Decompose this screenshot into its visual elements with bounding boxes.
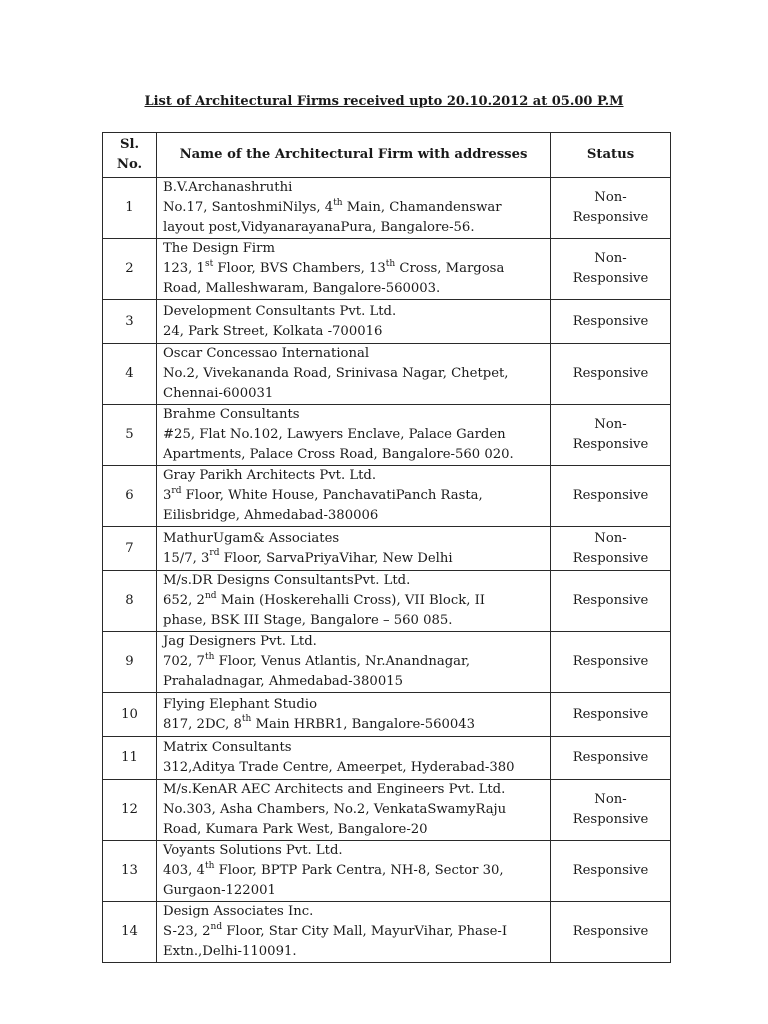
firm-address-line: Road, Kumara Park West, Bangalore-20	[163, 822, 428, 837]
ordinal-suffix: rd	[171, 485, 182, 496]
firm-name: Voyants Solutions Pvt. Ltd.	[163, 843, 343, 858]
table-row	[103, 902, 671, 963]
status-cell	[551, 178, 671, 239]
firm-address-cell	[157, 527, 551, 571]
firm-name: Jag Designers Pvt. Ltd.	[163, 634, 317, 649]
firm-address-line: layout post,VidyanarayanaPura, Bangalore-56.	[163, 220, 475, 235]
status-text: Responsive	[572, 550, 649, 566]
table-row	[103, 780, 671, 841]
firm-address-line: 123, 1st Floor, BVS Chambers, 13th Cross, Margosa	[163, 258, 505, 276]
status-text: Non-	[594, 417, 627, 432]
ordinal-suffix: nd	[204, 590, 217, 601]
header-sl-no-line: No.	[116, 157, 143, 172]
table-row	[103, 571, 671, 632]
firm-name: Gray Parikh Architects Pvt. Ltd.	[163, 468, 377, 483]
firm-address-line: 702, 7th Floor, Venus Atlantis, Nr.Anandnagar,	[163, 651, 471, 669]
serial-number-cell: 13	[103, 841, 157, 902]
status-text: Responsive	[572, 924, 649, 939]
firm-name: The Design Firm	[163, 241, 275, 256]
table-body	[103, 178, 671, 963]
firm-address-line: Prahaladnagar, Ahmedabad-380015	[163, 674, 403, 689]
firm-address-line: Road, Malleshwaram, Bangalore-560003.	[163, 281, 441, 296]
status-text: Responsive	[572, 437, 649, 452]
serial-number-cell: 2	[103, 239, 157, 300]
firm-name: Matrix Consultants	[163, 740, 292, 755]
status-text: Responsive	[572, 863, 649, 878]
ordinal-suffix: nd	[210, 921, 223, 932]
firm-address-cell	[157, 737, 551, 780]
firm-address-cell	[157, 178, 551, 239]
serial-number-cell: 14	[103, 902, 157, 963]
firm-address-line: 817, 2DC, 8th Main HRBR1, Bangalore-560043	[163, 714, 476, 732]
status-cell	[551, 527, 671, 571]
status-cell	[551, 466, 671, 527]
serial-number-cell: 7	[103, 527, 157, 571]
ordinal-suffix: th	[241, 714, 252, 725]
firm-address-cell	[157, 405, 551, 466]
status-text: Non-	[594, 251, 627, 266]
ordinal-suffix: st	[204, 258, 214, 269]
status-cell	[551, 841, 671, 902]
status-cell	[551, 239, 671, 300]
firm-address-cell	[157, 344, 551, 405]
status-text: Responsive	[572, 593, 649, 608]
status-cell	[551, 780, 671, 841]
status-text: Responsive	[572, 210, 649, 225]
document-title: List of Architectural Firms received upto 20.10.2012 at 05.00 P.M	[144, 94, 624, 109]
firm-name: Development Consultants Pvt. Ltd.	[163, 303, 397, 319]
serial-number-cell: 10	[103, 693, 157, 737]
status-text: Responsive	[572, 654, 649, 669]
firm-name: MathurUgam& Associates	[163, 530, 340, 546]
firm-address-line: 24, Park Street, Kolkata -700016	[163, 323, 383, 339]
firm-name: M/s.KenAR AEC Architects and Engineers Pvt. Ltd.	[163, 782, 506, 797]
serial-number-cell: 5	[103, 405, 157, 466]
table-row	[103, 841, 671, 902]
status-cell	[551, 344, 671, 405]
firm-address-cell	[157, 466, 551, 527]
serial-number-cell: 6	[103, 466, 157, 527]
firm-address-line: 15/7, 3rd Floor, SarvaPriyaVihar, New Delhi	[163, 548, 453, 566]
firm-address-line: Apartments, Palace Cross Road, Bangalore-560 020.	[163, 447, 514, 462]
firm-address-line: 403, 4th Floor, BPTP Park Centra, NH-8, Sector 30,	[163, 860, 504, 878]
table-row	[103, 239, 671, 300]
ordinal-suffix: th	[204, 651, 215, 662]
firm-name: B.V.Archanashruthi	[163, 180, 293, 195]
header-sl-no-line: Sl.	[119, 137, 140, 152]
table-row	[103, 737, 671, 780]
status-text: Non-	[594, 530, 627, 546]
status-text: Responsive	[572, 812, 649, 827]
status-cell	[551, 405, 671, 466]
ordinal-suffix: th	[204, 860, 215, 871]
status-cell	[551, 571, 671, 632]
firm-address-cell	[157, 902, 551, 963]
status-text: Non-	[594, 792, 627, 807]
header-sl-no	[103, 133, 157, 178]
status-text: Responsive	[572, 366, 649, 381]
table-row	[103, 632, 671, 693]
table-row	[103, 527, 671, 571]
status-text: Responsive	[572, 488, 649, 503]
table-header-row	[103, 133, 671, 178]
status-text: Responsive	[572, 750, 649, 765]
firm-address-cell	[157, 239, 551, 300]
ordinal-suffix: th	[333, 197, 343, 208]
status-cell	[551, 902, 671, 963]
table-row	[103, 344, 671, 405]
firm-address-line: #25, Flat No.102, Lawyers Enclave, Palace Garden	[163, 427, 506, 442]
table-row	[103, 178, 671, 239]
firm-address-cell	[157, 571, 551, 632]
firm-address-cell	[157, 780, 551, 841]
firm-address-line: 312,Aditya Trade Centre, Ameerpet, Hyderabad-380	[163, 760, 515, 775]
firm-address-line: Extn.,Delhi-110091.	[163, 944, 297, 959]
table-row	[103, 693, 671, 737]
ordinal-suffix: rd	[209, 548, 220, 559]
firm-address-line: phase, BSK III Stage, Bangalore – 560 085.	[163, 613, 453, 628]
firm-address-line: 652, 2nd Main (Hoskerehalli Cross), VII Block, II	[163, 590, 485, 608]
ordinal-suffix: th	[385, 258, 396, 269]
status-text: Non-	[594, 190, 627, 205]
serial-number-cell: 3	[103, 300, 157, 344]
firm-address-line: S-23, 2nd Floor, Star City Mall, MayurVihar, Phase-I	[163, 921, 508, 939]
firm-name: M/s.DR Designs ConsultantsPvt. Ltd.	[163, 573, 411, 588]
table-row	[103, 405, 671, 466]
table-row	[103, 466, 671, 527]
firm-address-line: Eilisbridge, Ahmedabad-380006	[163, 508, 379, 523]
firms-table	[102, 132, 671, 963]
firm-address-line: Chennai-600031	[163, 386, 274, 401]
firm-address-cell	[157, 300, 551, 344]
header-firm-name: Name of the Architectural Firm with addresses	[157, 133, 551, 178]
status-text: Responsive	[572, 313, 649, 329]
status-text: Responsive	[572, 706, 649, 722]
firm-name: Brahme Consultants	[163, 407, 300, 422]
firm-address-cell	[157, 841, 551, 902]
firm-address-line: 3rd Floor, White House, PanchavatiPanch Rasta,	[163, 485, 483, 503]
firm-name: Design Associates Inc.	[163, 904, 314, 919]
firm-name: Oscar Concessao International	[163, 346, 370, 361]
firm-address-line: No.17, SantoshmiNilys, 4th Main, Chamandenswar	[163, 197, 502, 215]
header-status: Status	[551, 133, 671, 178]
status-text: Responsive	[572, 271, 649, 286]
firm-address-cell	[157, 632, 551, 693]
serial-number-cell: 8	[103, 571, 157, 632]
status-cell	[551, 300, 671, 344]
table-row	[103, 300, 671, 344]
firm-address-line: No.2, Vivekananda Road, Srinivasa Nagar, Chetpet,	[163, 366, 509, 381]
status-cell	[551, 737, 671, 780]
firm-address-cell	[157, 693, 551, 737]
serial-number-cell: 11	[103, 737, 157, 780]
serial-number-cell: 12	[103, 780, 157, 841]
serial-number-cell: 1	[103, 178, 157, 239]
firm-address-line: Gurgaon-122001	[163, 883, 276, 898]
firm-address-line: No.303, Asha Chambers, No.2, VenkataSwamyRaju	[163, 802, 507, 817]
serial-number-cell: 4	[103, 344, 157, 405]
firm-name: Flying Elephant Studio	[163, 696, 318, 712]
status-cell	[551, 693, 671, 737]
status-cell	[551, 632, 671, 693]
serial-number-cell: 9	[103, 632, 157, 693]
